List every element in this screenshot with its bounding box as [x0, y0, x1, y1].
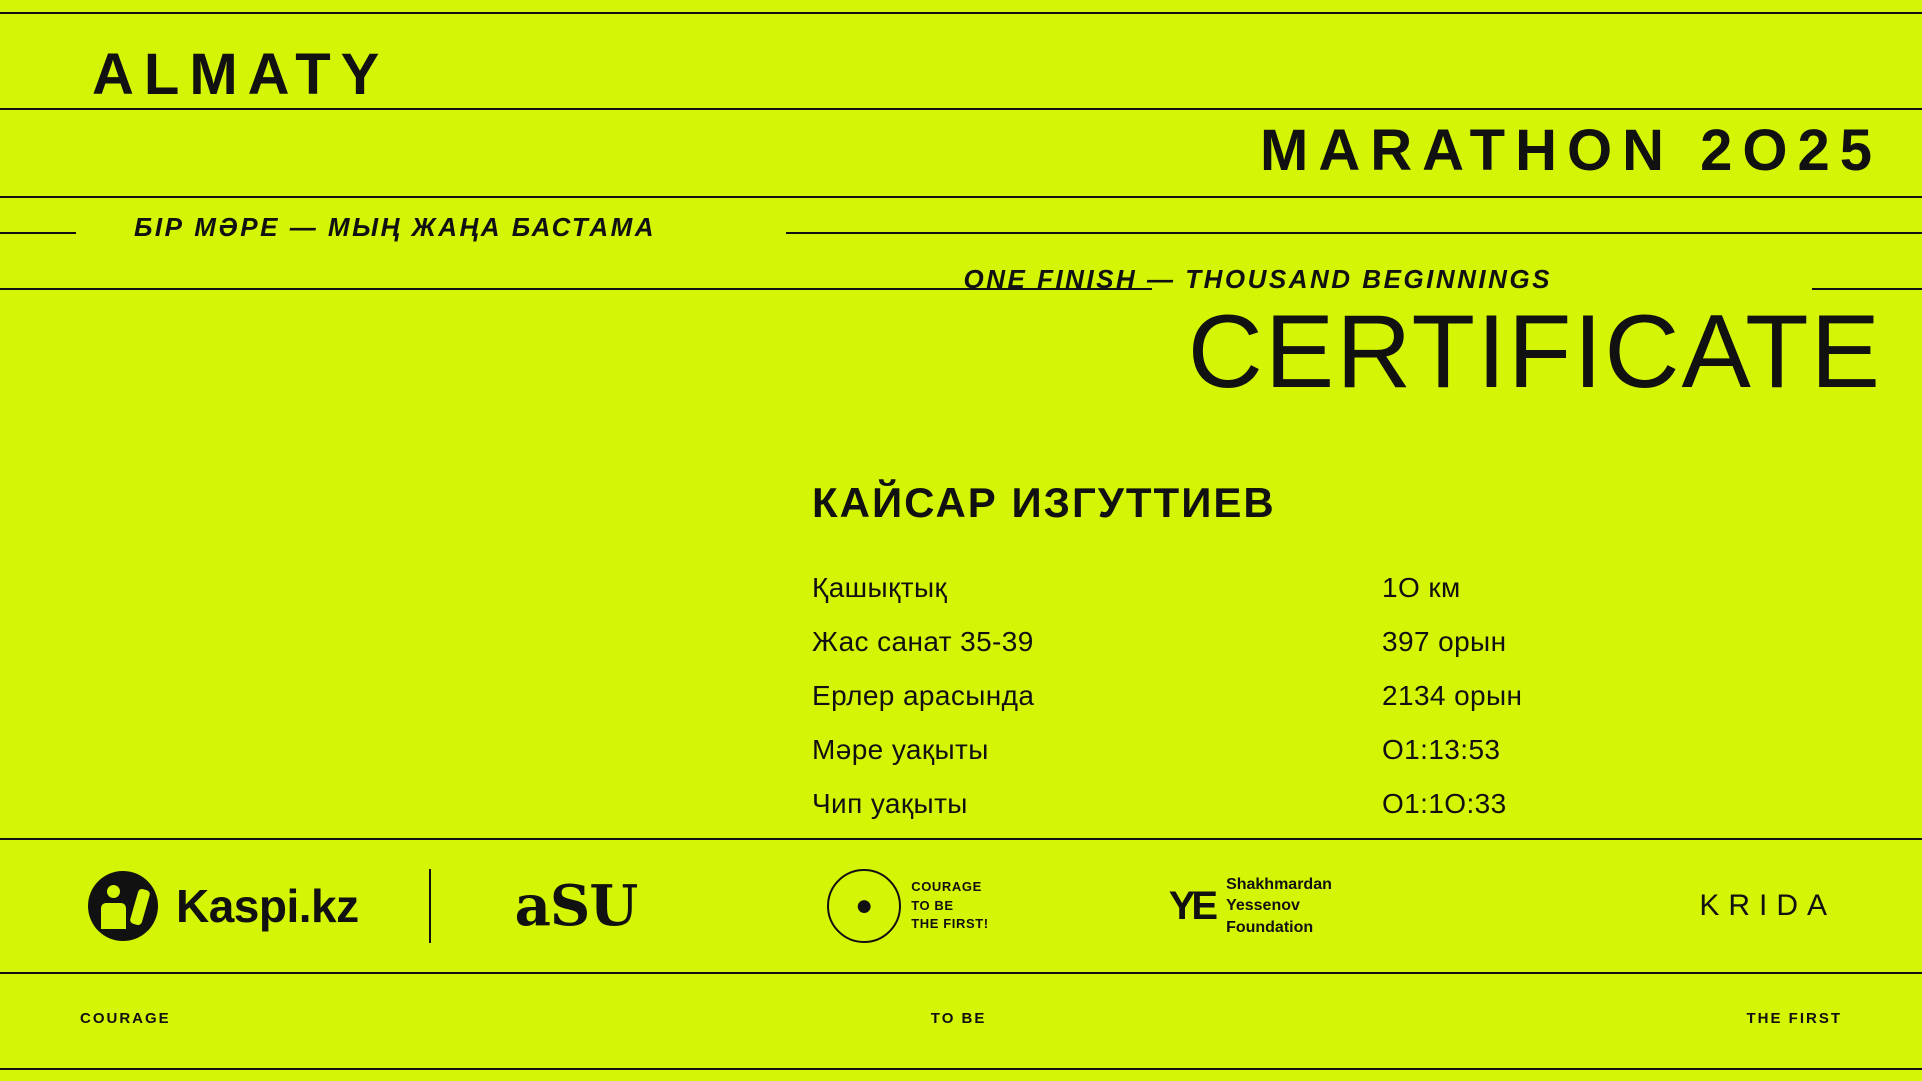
kaspi-logo-icon	[88, 871, 158, 941]
sponsor-divider	[429, 869, 431, 943]
table-row	[812, 788, 1582, 820]
page-title: CERTIFICATE	[1187, 294, 1882, 410]
table-row	[812, 680, 1582, 712]
yessenov-logo-icon: YE	[1168, 883, 1215, 928]
result-value: O1:1O:33	[1382, 788, 1507, 819]
divider-line	[0, 972, 1922, 974]
table-row	[812, 626, 1582, 658]
result-value: 397 орын	[1382, 626, 1507, 657]
divider-line	[0, 232, 76, 234]
table-row	[812, 572, 1582, 604]
divider-line	[0, 1068, 1922, 1070]
divider-line	[786, 232, 1922, 234]
sponsor-shakhmardan-label	[1226, 874, 1332, 939]
shakhmardan-line-3: Foundation	[1226, 918, 1314, 936]
footer-left-text: COURAGE	[80, 1010, 171, 1027]
courage-badge-icon	[827, 869, 901, 943]
footer-right-text: THE FIRST	[1746, 1010, 1842, 1027]
result-label: Чип уақыты	[812, 788, 968, 819]
divider-line	[0, 12, 1922, 14]
divider-line	[0, 196, 1922, 198]
footer-center-text: TO BE	[930, 1010, 987, 1027]
sponsor-shakhmardan	[1169, 874, 1332, 939]
sponsor-krida-label: KRIDA	[1699, 889, 1836, 922]
sponsor-courage	[827, 869, 989, 943]
tagline-english: ONE FINISH — THOUSAND BEGINNINGS	[963, 264, 1552, 294]
sponsor-courage-label	[911, 878, 989, 935]
courage-line-1: COURAGE	[911, 878, 982, 894]
result-value: 2134 орын	[1382, 680, 1523, 711]
result-label: Ерлер арасында	[812, 680, 1035, 711]
result-label: Жас санат 35-39	[812, 626, 1034, 657]
result-value: 1O км	[1382, 572, 1461, 603]
result-label: Мәре уақыты	[812, 734, 989, 765]
sponsor-bar	[0, 840, 1922, 972]
result-value: O1:13:53	[1382, 734, 1501, 765]
tagline-kazakh: БІР МӘРЕ — МЫҢ ЖАҢА БАСТАМА	[134, 212, 657, 242]
result-label: Қашықтық	[812, 572, 948, 603]
table-row	[812, 734, 1582, 766]
footer-bar	[0, 1010, 1922, 1027]
city-title: ALMATY	[92, 42, 390, 107]
shakhmardan-line-2: Yessenov	[1226, 897, 1300, 915]
results-table	[812, 572, 1582, 842]
divider-line	[1812, 288, 1922, 290]
sponsor-kaspi	[88, 871, 359, 941]
running-figure-icon: ●	[855, 889, 874, 922]
shakhmardan-line-1: Shakhmardan	[1226, 875, 1332, 893]
courage-line-2: TO BE	[911, 897, 954, 913]
sponsor-kaspi-label: Kaspi.kz	[176, 880, 359, 932]
courage-line-3: THE FIRST!	[911, 916, 989, 932]
sponsor-asu-label: aSU	[514, 873, 638, 939]
participant-name: КАЙСАР ИЗГУТТИЕВ	[812, 479, 1276, 526]
kaspi-logo-arm	[129, 888, 150, 926]
event-title: MARATHON 2O25	[1260, 118, 1882, 183]
divider-line	[0, 108, 1922, 110]
